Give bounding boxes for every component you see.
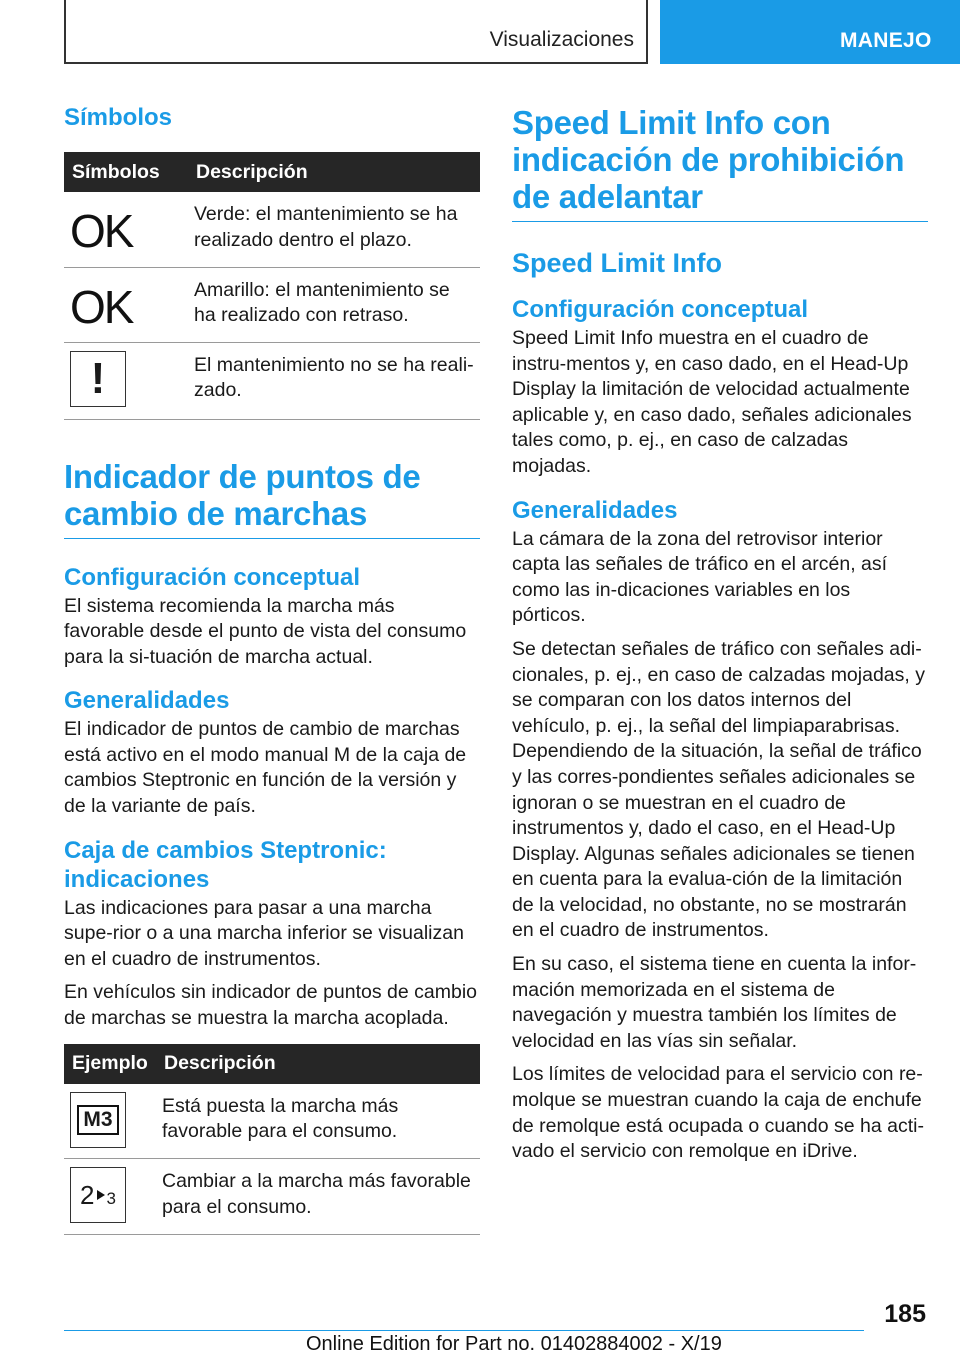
gear-shift-up-icon: 2 3 bbox=[70, 1167, 126, 1223]
speed-limit-heading: Speed Limit Info con indicación de prohibición de adelantar bbox=[512, 104, 928, 222]
gear-shift-heading: Indicador de puntos de cambio de marchas bbox=[64, 458, 480, 539]
page-number: 185 bbox=[884, 1300, 926, 1328]
example-table bbox=[64, 1044, 480, 1236]
steptronic-text-1: Las indicaciones para pasar a una marcha supe-rior o a una marcha inferior se visualizan en el cuadro de instrumentos. bbox=[64, 896, 464, 970]
arrow-right-icon bbox=[97, 1190, 105, 1200]
right-concept-text: Speed Limit Info muestra en el cuadro de instru-mentos y, en caso dado, en el Head-Up Display la limitación de velocidad actualmente aplicable y, en caso dado, señales adicionales tales como, p. ej., en caso de calzadas mojadas. bbox=[512, 327, 912, 477]
footer-edition: Online Edition for Part no. 01402884002 - X/19 bbox=[306, 1333, 722, 1355]
row-description: Amarillo: el mantenimiento se ha realizado con retraso. bbox=[188, 267, 480, 342]
ok-green-icon: OK bbox=[64, 192, 188, 267]
left-general-text: El indicador de puntos de cambio de marchas está activo en el modo manual M de la caja de cambios Steptronic en función de la versión y de la variante de país. bbox=[64, 718, 467, 818]
header-section-title: Visualizaciones bbox=[489, 28, 634, 51]
left-concept-text: El sistema recomienda la marcha más favorable desde el punto de vista del consumo para la si-tuación de marcha actual. bbox=[64, 594, 467, 668]
row-description: Verde: el mantenimiento se ha realizado dentro el plazo. bbox=[188, 192, 480, 267]
footer-divider bbox=[64, 1330, 864, 1331]
header-chapter-tab bbox=[660, 0, 960, 64]
right-general-text-2: Se detectan señales de tráfico con señales adi-cionales, p. ej., en caso de calzadas mojadas, y se comparan con los datos internos del vehículo, p. ej., la señal del limpiaparabrisas. Dependiendo de la situación, la señal de tráfico y las corres-pondientes señales adicionales se ignoran o se muestran en el cuadro de instrumentos y, dado el caso, en el Head-Up Display. Algunas señales adicionales se tienen en cuenta para la evalua-ción de la limitación de la velocidad, no obstante, no se mostrarán en el cuadro de instrumentos. bbox=[512, 637, 925, 942]
row-description: El mantenimiento no se ha reali-zado. bbox=[188, 342, 480, 419]
description-col-header: Descripción bbox=[156, 1044, 480, 1084]
symbols-heading: Símbolos bbox=[64, 104, 173, 131]
symbols-table bbox=[64, 152, 480, 420]
table-row bbox=[64, 342, 480, 419]
table-row bbox=[64, 1159, 480, 1235]
table-row bbox=[64, 267, 480, 342]
right-general-text-3: En su caso, el sistema tiene en cuenta la infor-mación memorizada en el sistema de navegación y muestra también los límites de velocidad en las vías sin señalar. bbox=[512, 953, 917, 1052]
right-column bbox=[512, 104, 928, 1165]
left-general-heading: Generalidades bbox=[64, 687, 230, 715]
left-column bbox=[64, 100, 480, 1235]
left-concept-heading: Configuración conceptual bbox=[64, 563, 361, 591]
exclamation-icon: ! bbox=[70, 351, 126, 407]
right-concept-heading: Configuración conceptual bbox=[512, 296, 809, 323]
steptronic-text-2: En vehículos sin indicador de puntos de cambio de marchas se muestra la marcha acoplada. bbox=[64, 981, 478, 1030]
ok-yellow-icon: OK bbox=[64, 267, 188, 342]
speed-limit-info-heading: Speed Limit Info bbox=[512, 248, 723, 278]
description-col-header: Descripción bbox=[188, 152, 480, 192]
row-description: Cambiar a la marcha más favorable para el consumo. bbox=[156, 1159, 480, 1235]
header-chapter-label: MANEJO bbox=[840, 29, 932, 52]
table-row bbox=[64, 1084, 480, 1159]
row-description: Está puesta la marcha más favorable para el consumo. bbox=[156, 1084, 480, 1159]
right-general-heading: Generalidades bbox=[512, 496, 678, 524]
gear-m3-icon: M3 bbox=[70, 1092, 126, 1148]
header-section-box bbox=[64, 0, 648, 64]
right-general-text-1: La cámara de la zona del retrovisor interior capta las señales de tráfico en el arcén, así como las in-dicaciones variables en los pórticos. bbox=[512, 527, 888, 627]
steptronic-heading: Caja de cambios Steptronic: indicaciones bbox=[64, 836, 387, 893]
symbols-col-header: Símbolos bbox=[64, 152, 188, 192]
example-col-header: Ejemplo bbox=[64, 1044, 156, 1084]
table-row bbox=[64, 192, 480, 267]
right-general-text-4: Los límites de velocidad para el servicio con re-molque se muestran cuando la caja de enchufe de remolque está ocupada o cuando se ha acti-vado el servicio con remolque en iDrive. bbox=[512, 1063, 924, 1163]
